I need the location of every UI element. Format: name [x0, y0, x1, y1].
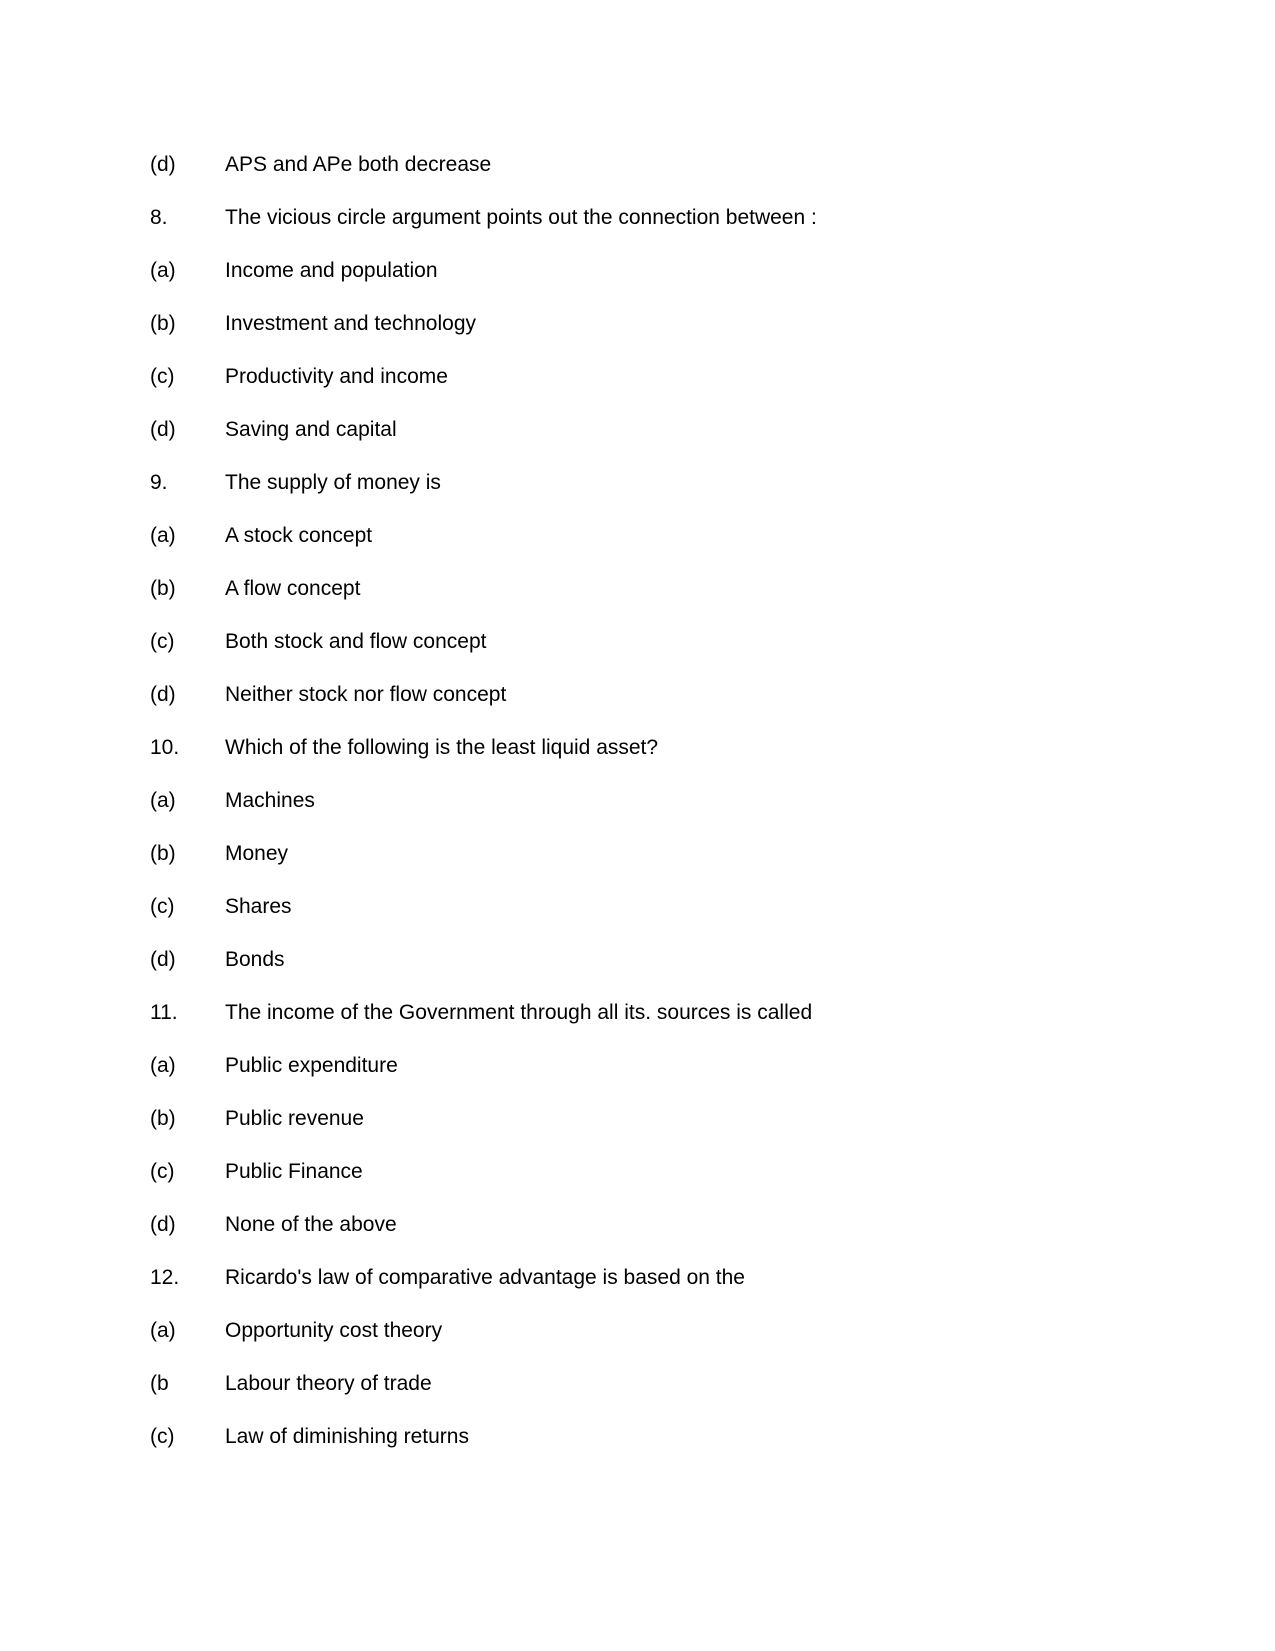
- option-marker: (c): [150, 1425, 175, 1448]
- option-line: [0, 1314, 1275, 1348]
- option-text: Public Finance: [225, 1160, 363, 1183]
- option-line: [0, 360, 1275, 394]
- option-marker: (d): [150, 683, 176, 706]
- option-marker: (c): [150, 365, 175, 388]
- option-line: [0, 1208, 1275, 1242]
- option-marker: (a): [150, 524, 176, 547]
- option-text: Public expenditure: [225, 1054, 398, 1077]
- option-line: [0, 890, 1275, 924]
- question-number: 12.: [150, 1266, 180, 1289]
- option-marker: (a): [150, 1054, 176, 1077]
- option-text: APS and APe both decrease: [225, 153, 492, 176]
- option-marker: (b: [150, 1372, 169, 1395]
- option-marker: (b): [150, 577, 176, 600]
- option-text: Investment and technology: [225, 312, 476, 335]
- option-text: None of the above: [225, 1213, 397, 1236]
- option-text: Law of diminishing returns: [225, 1425, 469, 1448]
- option-marker: (b): [150, 842, 176, 865]
- option-text: Money: [225, 842, 289, 865]
- option-line: [0, 678, 1275, 712]
- question-number: 8.: [150, 206, 168, 229]
- option-line: [0, 1155, 1275, 1189]
- question-text: The income of the Government through all its. sources is called: [225, 1001, 813, 1024]
- option-marker: (c): [150, 1160, 175, 1183]
- option-marker: (d): [150, 948, 176, 971]
- option-marker: (d): [150, 153, 176, 176]
- option-text: Neither stock nor flow concept: [225, 683, 507, 706]
- question-text: The supply of money is: [225, 471, 441, 494]
- question-line: [0, 731, 1275, 765]
- option-marker: (d): [150, 1213, 176, 1236]
- question-number: 11.: [150, 1001, 178, 1024]
- option-line: [0, 254, 1275, 288]
- option-text: Bonds: [225, 948, 285, 971]
- option-text: A flow concept: [225, 577, 361, 600]
- option-text: Income and population: [225, 259, 438, 282]
- option-marker: (a): [150, 259, 176, 282]
- option-marker: (a): [150, 789, 176, 812]
- option-marker: (a): [150, 1319, 176, 1342]
- question-text: The vicious circle argument points out the connection between :: [225, 206, 817, 229]
- option-text: Shares: [225, 895, 292, 918]
- option-line: [0, 572, 1275, 606]
- option-line: [0, 413, 1275, 447]
- option-line: [0, 1367, 1275, 1401]
- option-line: [0, 625, 1275, 659]
- question-line: [0, 201, 1275, 235]
- option-marker: (c): [150, 630, 175, 653]
- option-line: [0, 1049, 1275, 1083]
- question-text: Which of the following is the least liquid asset?: [225, 736, 659, 759]
- question-number: 9.: [150, 471, 168, 494]
- question-text: Ricardo's law of comparative advantage is based on the: [225, 1266, 745, 1289]
- option-line: [0, 307, 1275, 341]
- option-text: Productivity and income: [225, 365, 448, 388]
- option-line: [0, 519, 1275, 553]
- option-line: [0, 1420, 1275, 1454]
- option-marker: (d): [150, 418, 176, 441]
- option-line: [0, 148, 1275, 182]
- option-text: Public revenue: [225, 1107, 364, 1130]
- option-text: Labour theory of trade: [225, 1372, 432, 1395]
- option-line: [0, 1102, 1275, 1136]
- question-line: [0, 466, 1275, 500]
- option-text: Opportunity cost theory: [225, 1319, 443, 1342]
- option-text: A stock concept: [225, 524, 373, 547]
- option-line: [0, 784, 1275, 818]
- option-marker: (c): [150, 895, 175, 918]
- question-line: [0, 996, 1275, 1030]
- option-text: Saving and capital: [225, 418, 397, 441]
- question-line: [0, 1261, 1275, 1295]
- option-text: Machines: [225, 789, 315, 812]
- question-number: 10.: [150, 736, 180, 759]
- option-marker: (b): [150, 1107, 176, 1130]
- option-line: [0, 837, 1275, 871]
- option-marker: (b): [150, 312, 176, 335]
- option-line: [0, 943, 1275, 977]
- option-text: Both stock and flow concept: [225, 630, 487, 653]
